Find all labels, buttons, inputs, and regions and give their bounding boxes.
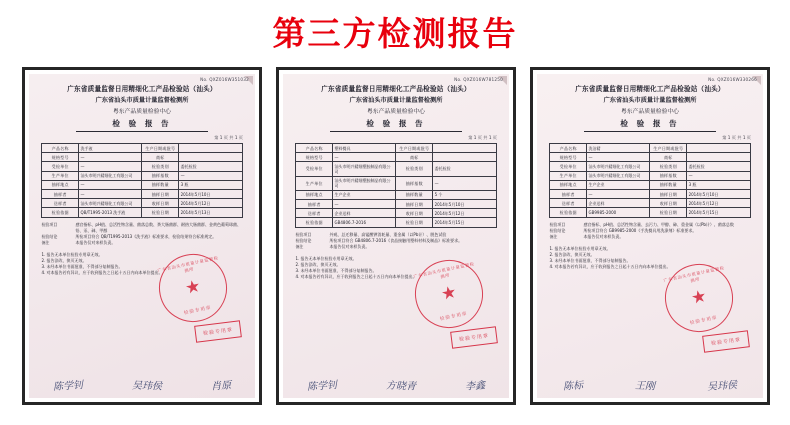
row-value: —: [79, 162, 142, 171]
note-value: 外观、总迁移量、高锰酸钾消耗量、重金属（以Pb计）、脱色试验: [329, 231, 447, 237]
row-label: 抽样者: [42, 189, 79, 198]
row-value: 生产企业: [333, 190, 396, 199]
row-value: GB9985-2000: [587, 208, 650, 217]
report-notes: [549, 222, 750, 240]
seal-rect-stamp: 检验专用章: [194, 320, 242, 342]
row-label: 收样日期: [142, 199, 179, 208]
table-row: [296, 153, 496, 162]
report-info-table: [41, 143, 242, 218]
row-value: 2014年5月10日: [433, 199, 496, 208]
table-row: [296, 209, 496, 218]
row-label: 商标: [142, 153, 179, 162]
row-label: 产品名称: [550, 144, 587, 153]
row-value: 汕头市明兴精细化工有限公司: [587, 162, 650, 171]
note-value: 感官指标、pH值、总活性物含量、菌落总数、粪大肠菌群、耐热大肠菌群、金黄色葡萄球菌、铅、汞、砷、甲醇: [75, 221, 241, 233]
note-key: 备注: [549, 233, 558, 239]
table-row: [550, 208, 750, 217]
note-row: [295, 244, 496, 250]
row-label: 商标: [650, 153, 687, 162]
row-label: 产品名称: [42, 144, 79, 153]
table-row: [550, 153, 750, 162]
report-card-3[interactable]: [530, 67, 770, 405]
row-value: 企业送样: [333, 209, 396, 218]
row-value: 企业送样: [587, 199, 650, 208]
row-value: 塑料餐具: [333, 144, 396, 153]
footer-note-line: 2. 报告涂改、换页无效。: [295, 261, 341, 267]
note-key: 检验项目: [295, 231, 312, 237]
header-divider: [330, 131, 461, 132]
report-card-2[interactable]: [276, 67, 516, 405]
document-number: No. QXZ016W330266: [708, 77, 757, 82]
header-line-1: 广东省质量监督日用精细化工产品检验站（汕头）: [67, 85, 217, 93]
row-value: 2014年5月13日: [179, 208, 242, 217]
signature-inspector: 李鑫: [464, 380, 486, 393]
note-key: 检验项目: [549, 221, 566, 227]
official-seal: [659, 258, 740, 339]
row-label: 抽样地点: [296, 190, 333, 199]
note-value: 本报告仅对来样负责。: [329, 243, 370, 249]
row-value: [433, 153, 496, 162]
star-icon: ★: [183, 276, 203, 299]
row-label: 抽样基数: [396, 176, 433, 190]
row-label: 受检单位: [296, 162, 333, 176]
row-value: —: [333, 199, 396, 208]
row-value: [179, 153, 242, 162]
header-line-3: 粤东产品质量检验中心: [113, 109, 171, 115]
seal-bottom-text: 检验专用章: [183, 305, 213, 317]
report-sheet-2: [283, 74, 509, 398]
row-value: QB/T1995-2013 洗手液: [79, 208, 142, 217]
row-label: 生产日期或批号: [142, 144, 179, 153]
row-value: —: [79, 153, 142, 162]
row-label: 检验依据: [42, 208, 79, 217]
row-value: 3 瓶: [687, 180, 750, 189]
row-value: —: [333, 153, 396, 162]
row-label: 受检单位: [42, 162, 79, 171]
report-gallery: [22, 67, 770, 407]
table-row: [296, 190, 496, 199]
row-label: 抽样地点: [550, 180, 587, 189]
row-value: 2014年5月12日: [687, 199, 750, 208]
row-label: 检验依据: [550, 208, 587, 217]
report-heading: 检 验 报 告: [620, 119, 680, 128]
note-value: 所检项目符合 GB4806.7-2016《食品接触用塑料材料及制品》标准要求。: [329, 237, 463, 243]
note-value: 感官指标、pH值、总活性物含量、去污力、甲醇、砷、重金属（以Pb计）、菌落总数: [583, 221, 734, 227]
row-label: 检验日期: [396, 218, 433, 227]
row-value: —: [79, 189, 142, 198]
row-label: 产品名称: [296, 144, 333, 153]
table-row: [550, 180, 750, 189]
report-notes: [295, 232, 496, 250]
row-label: 规格型号: [42, 153, 79, 162]
table-row: [42, 208, 242, 217]
row-label: 检验依据: [296, 218, 333, 227]
row-value: 汕头市明兴精细塑胶制品有限公司: [333, 176, 396, 190]
seal-bottom-text: 检验专用章: [439, 311, 469, 323]
footer-note-line: 3. 未经本单位书面批准，不得部分复制报告。: [295, 267, 377, 273]
header-line-3: 粤东产品质量检验中心: [621, 109, 679, 115]
header-line-2: 广东省汕头市质量计量监督检测所: [349, 97, 443, 104]
row-value: 汕头市明兴精细塑胶制品有限公司: [333, 162, 396, 176]
row-label: 生产单位: [296, 176, 333, 190]
note-row: [549, 234, 750, 240]
note-key: 检验结论: [295, 237, 312, 243]
row-value: 生产企业: [587, 180, 650, 189]
row-label: 送样者: [296, 209, 333, 218]
row-value: [687, 144, 750, 153]
note-key: 检验结论: [41, 233, 58, 239]
header-line-3: 粤东产品质量检验中心: [367, 109, 425, 115]
row-label: 抽样者: [550, 189, 587, 198]
row-label: 商标: [396, 153, 433, 162]
star-icon: ★: [689, 286, 709, 309]
row-label: 抽样数量: [650, 180, 687, 189]
row-label: 生产单位: [550, 171, 587, 180]
row-value: 汕头市明兴精细化工有限公司: [79, 199, 142, 208]
header-divider: [584, 131, 715, 132]
signature-reviewer: 王刚: [634, 380, 656, 393]
row-value: 2014年5月10日: [179, 189, 242, 198]
table-row: [42, 189, 242, 198]
row-label: 规格型号: [296, 153, 333, 162]
row-value: —: [79, 180, 142, 189]
report-card-1[interactable]: [22, 67, 262, 405]
row-label: 生产日期或批号: [396, 144, 433, 153]
footer-note-line: 3. 未经本单位书面批准，不得部分复制报告。: [549, 257, 631, 263]
table-row: [296, 176, 496, 190]
report-header: [283, 74, 509, 132]
table-row: [550, 171, 750, 180]
note-key: 备注: [295, 243, 304, 249]
row-label: 抽样数量: [142, 180, 179, 189]
table-row: [296, 199, 496, 208]
report-header: [29, 74, 255, 132]
star-icon: ★: [439, 282, 459, 305]
footer-note-line: 2. 报告涂改、换页无效。: [549, 251, 595, 257]
row-value: 委托检验: [687, 162, 750, 171]
report-info-table: [549, 143, 750, 218]
row-value: 汕头市明兴精细化工有限公司: [587, 171, 650, 180]
report-sheet-1: [29, 74, 255, 398]
row-value: —: [179, 171, 242, 180]
signature-inspector: 吴玮侯: [706, 379, 738, 394]
row-value: 5 个: [433, 190, 496, 199]
row-label: 抽样数量: [396, 190, 433, 199]
footer-note-line: 3. 未经本单位书面批准，不得部分复制报告。: [41, 263, 123, 269]
report-heading: 检 验 报 告: [112, 119, 172, 128]
row-value: 洗手液: [79, 144, 142, 153]
row-value: 洗洁精: [587, 144, 650, 153]
row-label: 检验类别: [142, 162, 179, 171]
seal-top-text: 广东省汕头市质量计量监督检测所: [662, 265, 725, 284]
row-label: 检验日期: [142, 208, 179, 217]
row-label: 检验类别: [650, 162, 687, 171]
signature-inspector: 肖原: [210, 380, 232, 393]
row-value: —: [587, 153, 650, 162]
header-line-1: 广东省质量监督日用精细化工产品检验站（汕头）: [575, 85, 725, 93]
row-value: 2014年5月12日: [179, 199, 242, 208]
note-key: 检验项目: [41, 221, 58, 227]
row-label: 检验类别: [396, 162, 433, 176]
note-row: [41, 240, 242, 246]
row-label: 抽样基数: [650, 171, 687, 180]
seal-top-text: 广东省汕头市质量计量监督检测所: [156, 255, 219, 274]
row-value: 汕头市明兴精细化工有限公司: [79, 171, 142, 180]
row-value: 2014年5月15日: [687, 208, 750, 217]
table-row: [42, 171, 242, 180]
footer-note-line: 1. 报告无本单位检验专用章无效。: [295, 255, 357, 261]
table-row: [550, 162, 750, 171]
footer-note-line: 4. 对本报告若有异议，应于收到报告之日起十五日内向本单位提出。: [41, 269, 163, 275]
table-row: [42, 180, 242, 189]
signature-reviewer: 方晓青: [385, 380, 417, 393]
report-info-table: [295, 143, 496, 228]
row-value: GB4806.7-2016: [333, 218, 396, 227]
signature-approver: 陈学钊: [53, 379, 84, 394]
row-value: 委托检验: [179, 162, 242, 171]
row-label: 抽样地点: [42, 180, 79, 189]
table-row: [296, 144, 496, 153]
row-value: 委托检验: [433, 162, 496, 176]
page-index: 第 1 页 共 1 页: [468, 135, 497, 140]
table-row: [42, 162, 242, 171]
table-row: [550, 189, 750, 198]
row-label: 收样日期: [650, 199, 687, 208]
page-title: 第三方检测报告: [272, 14, 518, 53]
signature-approver: 陈学钊: [307, 379, 338, 394]
row-label: 抽样日期: [396, 199, 433, 208]
row-label: 检验日期: [650, 208, 687, 217]
row-label: 生产单位: [42, 171, 79, 180]
row-value: 2014年5月12日: [433, 209, 496, 218]
seal-rect-stamp: 检验专用章: [702, 330, 750, 352]
header-line-2: 广东省汕头市质量计量监督检测所: [603, 97, 697, 104]
footer-note-line: 1. 报告无本单位检验专用章无效。: [549, 245, 611, 251]
seal-top-text: 广东省汕头市质量计量监督检测所: [412, 261, 475, 280]
footer-note-line: 4. 对本报告若有异议，应于收到报告之日起十五日内向本单位提出。: [295, 273, 417, 279]
page-index: 第 1 页 共 1 页: [214, 135, 243, 140]
report-sheet-3: [537, 74, 763, 398]
row-label: 抽样日期: [142, 189, 179, 198]
header-line-1: 广东省质量监督日用精细化工产品检验站（汕头）: [321, 85, 471, 93]
signature-row: [283, 377, 509, 392]
note-key: 备注: [41, 239, 50, 245]
report-heading: 检 验 报 告: [366, 119, 426, 128]
footer-note-line: 1. 报告无本单位检验专用章无效。: [41, 251, 103, 257]
footer-note-line: 4. 对本报告若有异议，应于收到报告之日起十五日内向本单位提出。: [549, 263, 671, 269]
table-row: [550, 144, 750, 153]
row-label: 送样者: [550, 199, 587, 208]
table-row: [42, 144, 242, 153]
table-row: [296, 218, 496, 227]
document-number: No. QXZ016W351032: [200, 77, 249, 82]
footer-note-line: 2. 报告涂改、换页无效。: [41, 257, 87, 263]
seal-bottom-text: 检验专用章: [689, 315, 719, 327]
note-row: [41, 222, 242, 234]
note-value: 本报告仅对来样负责。: [75, 239, 116, 245]
table-row: [550, 199, 750, 208]
signature-row: [537, 377, 763, 392]
row-value: 3 瓶: [179, 180, 242, 189]
row-value: —: [587, 189, 650, 198]
row-value: [179, 144, 242, 153]
signature-reviewer: 吴玮侯: [131, 380, 163, 393]
row-label: 收样日期: [396, 209, 433, 218]
row-label: 送样者: [42, 199, 79, 208]
seal-rect-stamp: 检验专用章: [450, 326, 498, 348]
table-row: [42, 199, 242, 208]
report-header: [537, 74, 763, 132]
signature-row: [29, 377, 255, 392]
row-label: 生产日期或批号: [650, 144, 687, 153]
page-index: 第 1 页 共 1 页: [722, 135, 751, 140]
note-value: 所检项目符合 QB/T1995-2013《洗手液》标准要求，检验结果符合标准规定。: [75, 233, 217, 239]
header-divider: [76, 131, 207, 132]
header-line-2: 广东省汕头市质量计量监督检测所: [95, 97, 189, 104]
document-number: No. QXZ016W781250: [454, 77, 503, 82]
row-value: 2014年5月15日: [433, 218, 496, 227]
note-value: 所检项目符合 GB9985-2000《手洗餐具用洗涤剂》标准要求。: [583, 227, 697, 233]
row-label: 规格型号: [550, 153, 587, 162]
row-label: 抽样基数: [142, 171, 179, 180]
table-row: [42, 153, 242, 162]
table-row: [296, 162, 496, 176]
row-value: [687, 153, 750, 162]
note-value: 本报告仅对来样负责。: [583, 233, 624, 239]
row-value: 2014年5月10日: [687, 189, 750, 198]
row-label: 抽样者: [296, 199, 333, 208]
row-label: 受检单位: [550, 162, 587, 171]
note-key: 检验结论: [549, 227, 566, 233]
row-value: —: [433, 176, 496, 190]
report-notes: [41, 222, 242, 246]
row-value: —: [687, 171, 750, 180]
signature-approver: 陈标: [562, 380, 584, 393]
row-value: [433, 144, 496, 153]
row-label: 抽样日期: [650, 189, 687, 198]
